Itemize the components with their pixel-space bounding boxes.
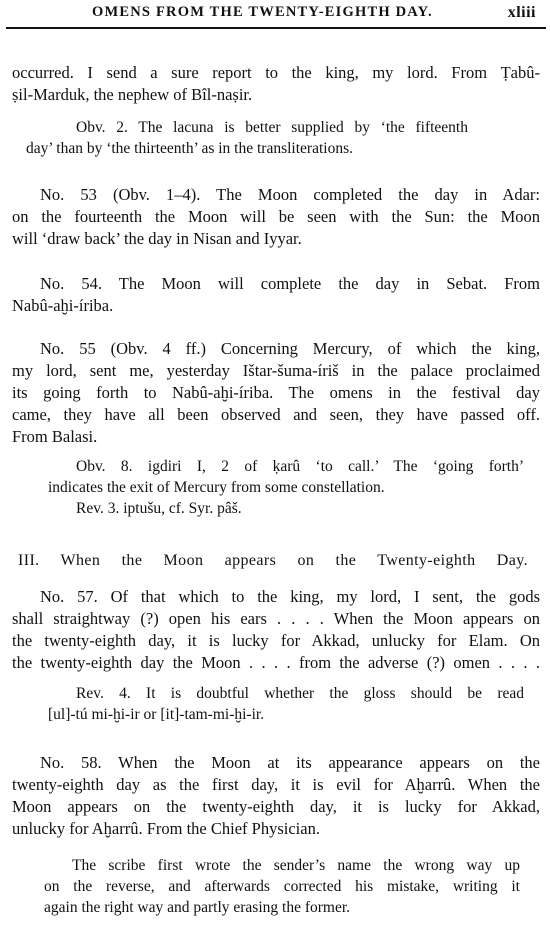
text-line: No. 58. When the Moon at its appearance appears on the bbox=[40, 753, 540, 772]
text-line: its going forth to Nabû-aḫi-íriba. The omens in the festival day bbox=[12, 383, 540, 402]
text-line: Obv. 2. The lacuna is better supplied by ‘the fifteenth bbox=[76, 119, 468, 136]
text-line: day’ than by ‘the thirteenth’ as in the transliterations. bbox=[26, 140, 353, 157]
text-line: the twenty-eighth day, it is lucky for Akkad, unlucky for Elam. On bbox=[12, 631, 540, 650]
text-line: unlucky for Aḫarrû. From the Chief Physician. bbox=[12, 819, 320, 838]
section-title: III. When the Moon appears on the Twenty-eighth Day. bbox=[18, 552, 528, 569]
text-line: No. 53 (Obv. 1–4). The Moon completed the day in Adar: bbox=[40, 185, 540, 204]
text-line: The scribe first wrote the sender’s name the wrong way up bbox=[72, 857, 520, 874]
text-line: Rev. 3. iptušu, cf. Syr. pâš. bbox=[76, 500, 242, 517]
entry-no-55 bbox=[12, 338, 540, 448]
text-line: shall straightway (?) open his ears . . . . When the Moon appears on bbox=[12, 609, 540, 628]
section-heading bbox=[18, 550, 528, 572]
text-line: will ‘draw back’ the day in Nisan and Iyyar. bbox=[12, 229, 302, 248]
text-line: Moon appears on the twenty-eighth day, it is lucky for Akkad, bbox=[12, 797, 540, 816]
text-line: occurred. I send a sure report to the king, my lord. From Ṭabû- bbox=[12, 63, 540, 82]
entry-no-58 bbox=[12, 752, 540, 840]
page-number: xliii bbox=[507, 4, 536, 21]
text-line: Rev. 4. It is doubtful whether the gloss should be read bbox=[76, 685, 524, 702]
text-line: No. 54. The Moon will complete the day in Sebat. From bbox=[40, 274, 540, 293]
text-line: on the reverse, and afterwards corrected his mistake, writing it bbox=[44, 878, 520, 895]
text-line: Nabû-aḫi-íriba. bbox=[12, 296, 114, 315]
note-obv-2 bbox=[26, 117, 468, 159]
text-line: the twenty-eighth day the Moon . . . . from the adverse (?) omen . . . . bbox=[12, 653, 540, 672]
entry-no-54 bbox=[12, 273, 540, 317]
entry-no-57 bbox=[12, 586, 540, 674]
text-line: No. 55 (Obv. 4 ff.) Concerning Mercury, of which the king, bbox=[40, 339, 540, 358]
note-scribe bbox=[44, 855, 520, 918]
header-rule bbox=[6, 27, 546, 29]
entry-no-53 bbox=[12, 184, 540, 250]
note-obv-8 bbox=[48, 456, 524, 519]
running-title: OMENS FROM THE TWENTY-EIGHTH DAY. bbox=[92, 4, 433, 20]
text-line: on the fourteenth the Moon will be seen with the Sun: the Moon bbox=[12, 207, 540, 226]
text-line: again the right way and partly erasing the former. bbox=[44, 899, 351, 916]
text-line: No. 57. Of that which to the king, my lord, I sent, the gods bbox=[40, 587, 540, 606]
text-line: [ul]-tú mi-ḫi-ir or [it]-tam-mi-ḫi-ir. bbox=[48, 706, 265, 723]
paragraph-continuation bbox=[12, 62, 540, 106]
text-line: came, they have all been observed and seen, they have passed off. bbox=[12, 405, 540, 424]
text-line: From Balasi. bbox=[12, 427, 98, 446]
text-line: indicates the exit of Mercury from some constellation. bbox=[48, 479, 385, 496]
note-rev-4 bbox=[48, 683, 524, 725]
running-header bbox=[0, 4, 550, 24]
text-line: my lord, sent me, yesterday Ištar-šuma-íriš in the palace proclaimed bbox=[12, 361, 540, 380]
text-line: twenty-eighth day as the first day, it is evil for Aḫarrû. When the bbox=[12, 775, 540, 794]
text-line: ṣil-Marduk, the nephew of Bîl-naṣir. bbox=[12, 85, 253, 104]
text-line: Obv. 8. igdiri I, 2 of ḳarû ‘to call.’ The ‘going forth’ bbox=[76, 458, 524, 475]
